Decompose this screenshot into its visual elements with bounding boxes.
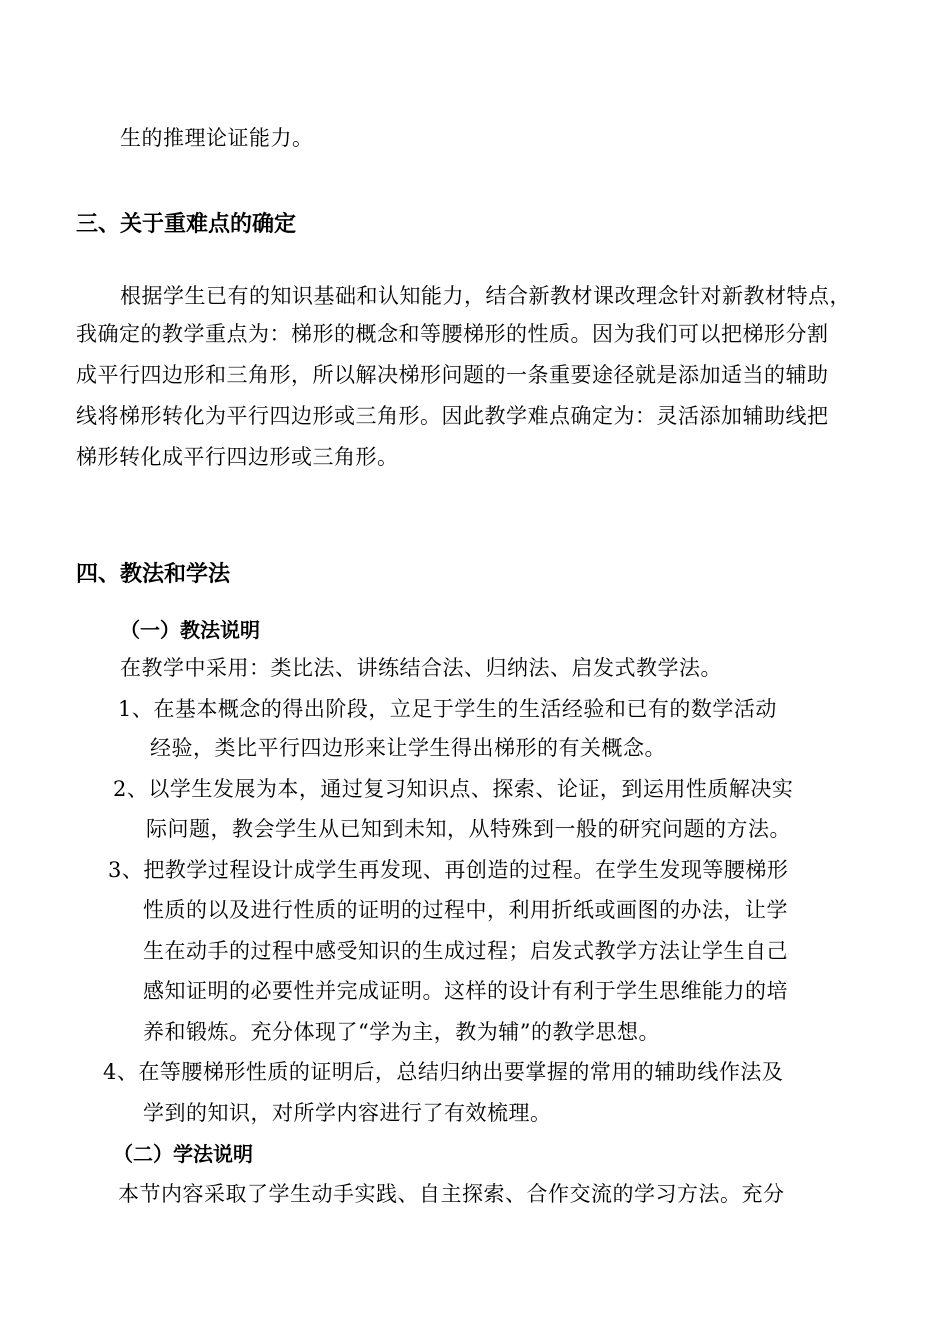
teaching-method-item-2-line: 际问题，教会学生从已知到未知，从特殊到一般的研究问题的方法。 [146, 817, 791, 841]
teaching-method-intro: 在教学中采用：类比法、讲练结合法、归纳法、启发式教学法。 [120, 656, 722, 680]
teaching-method-item-1-line: 1、在基本概念的得出阶段，立足于学生的生活经验和已有的数学活动 [118, 697, 777, 721]
section-3-paragraph-line: 我确定的教学重点为：梯形的概念和等腰梯形的性质。因为我们可以把梯形分割 [76, 322, 829, 346]
section-3-paragraph-line: 根据学生已有的知识基础和认知能力，结合新教材课改理念针对新教材特点， [120, 284, 851, 308]
section-3-paragraph-line: 线将梯形转化为平行四边形或三角形。因此教学难点确定为：灵活添加辅助线把 [76, 404, 829, 428]
teaching-method-item-4-line: 4、在等腰梯形性质的证明后，总结归纳出要掌握的常用的辅助线作法及 [103, 1060, 784, 1084]
subsection-teaching-method-heading: （一）教法说明 [120, 618, 260, 642]
teaching-method-item-3-line: 养和锻炼。充分体现了“学为主，教为辅”的教学思想。 [143, 1020, 660, 1044]
teaching-method-item-3-line: 性质的以及进行性质的证明的过程中，利用折纸或画图的办法，让学 [143, 898, 788, 922]
teaching-method-item-3-line: 生在动手的过程中感受知识的生成过程；启发式教学方法让学生自己 [143, 939, 788, 963]
top-fragment-text: 生的推理论证能力。 [120, 126, 314, 150]
teaching-method-item-4-line: 学到的知识，对所学内容进行了有效梳理。 [143, 1101, 552, 1125]
teaching-method-item-1-line: 经验，类比平行四边形来让学生得出梯形的有关概念。 [150, 736, 666, 760]
teaching-method-item-3-line: 3、把教学过程设计成学生再发现、再创造的过程。在学生发现等腰梯形 [108, 858, 789, 882]
subsection-learning-method-heading: （二）学法说明 [113, 1142, 253, 1166]
teaching-method-item-3-line: 感知证明的必要性并完成证明。这样的设计有利于学生思维能力的培 [143, 979, 788, 1003]
learning-method-intro: 本节内容采取了学生动手实践、自主探索、合作交流的学习方法。充分 [118, 1182, 785, 1206]
section-3-paragraph-line: 成平行四边形和三角形，所以解决梯形问题的一条重要途径就是添加适当的辅助 [76, 363, 829, 387]
section-3-heading: 三、关于重难点的确定 [76, 212, 297, 237]
section-3-paragraph-line: 梯形转化成平行四边形或三角形。 [76, 445, 399, 469]
section-4-heading: 四、教法和学法 [76, 562, 231, 587]
teaching-method-item-2-line: 2、以学生发展为本，通过复习知识点、探索、论证，到运用性质解决实 [113, 777, 794, 801]
